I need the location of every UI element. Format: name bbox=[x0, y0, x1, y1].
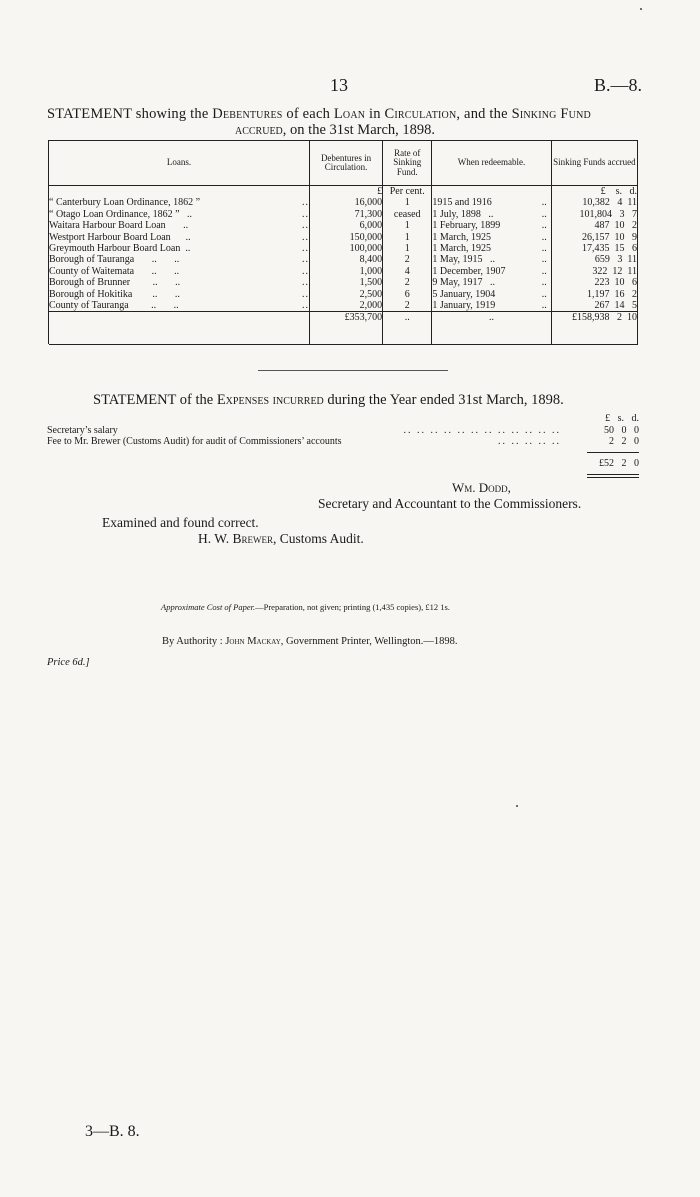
header-when: When redeemable. bbox=[432, 141, 551, 186]
sinking-rate: 4 bbox=[383, 266, 432, 277]
print-speck bbox=[640, 8, 642, 10]
redeemable-leader: .. bbox=[541, 288, 547, 300]
redeemable-date-text: 1 May, 1915 .. bbox=[432, 254, 496, 266]
table-bottom-rule-cell bbox=[49, 344, 638, 345]
loan-leader: .. bbox=[302, 288, 310, 300]
total-double-rule-2 bbox=[587, 477, 639, 478]
loan-leader: .. bbox=[302, 277, 310, 289]
redeemable-date bbox=[432, 232, 551, 243]
debentures-table bbox=[48, 140, 638, 345]
price-note: Price 6d.] bbox=[47, 657, 90, 668]
page-number: 13 bbox=[330, 75, 348, 95]
sinking-fund-amount: 101,804 3 7 bbox=[551, 209, 637, 220]
sinking-rate: 2 bbox=[383, 300, 432, 312]
footer-reference: 3—B. 8. bbox=[85, 1123, 140, 1140]
redeemable-date bbox=[432, 254, 551, 265]
header-rate: Rate of Sinking Fund. bbox=[383, 141, 432, 186]
redeemable-date bbox=[432, 300, 551, 312]
unit-sinking: £ s. d. bbox=[551, 186, 637, 198]
debentures-amount: 150,000 bbox=[310, 232, 383, 243]
examined-statement: Examined and found correct. bbox=[102, 515, 259, 530]
totals-blank bbox=[49, 312, 310, 345]
redeemable-date bbox=[432, 197, 551, 208]
loan-leader: .. bbox=[302, 243, 310, 255]
redeemable-leader: .. bbox=[541, 231, 547, 243]
loan-name: Borough of Hokitika .. .. bbox=[49, 289, 272, 300]
total-when: .. bbox=[432, 312, 551, 345]
table-row bbox=[49, 209, 638, 220]
loan-name: County of Waitemata .. .. bbox=[49, 266, 272, 277]
loan-leader: .. bbox=[302, 254, 310, 266]
redeemable-leader: .. bbox=[541, 220, 547, 232]
redeemable-date-text: 1 March, 1925 bbox=[432, 231, 491, 243]
redeemable-date bbox=[432, 277, 551, 288]
totals-row bbox=[49, 312, 638, 345]
sinking-rate: 6 bbox=[383, 289, 432, 300]
loan-leader: .. bbox=[302, 231, 310, 243]
loan-name: “ Canterbury Loan Ordinance, 1862 ” bbox=[49, 197, 272, 208]
unit-debentures: £ bbox=[310, 186, 383, 198]
loan-name: Borough of Brunner .. .. bbox=[49, 277, 272, 288]
debentures-amount: 16,000 bbox=[310, 197, 383, 208]
redeemable-date bbox=[432, 243, 551, 254]
redeemable-date bbox=[432, 289, 551, 300]
table-row bbox=[49, 197, 638, 208]
table-row bbox=[49, 289, 638, 300]
cost-of-paper-note: Approximate Cost of Paper.—Preparation, not given; printing (1,435 copies), £12 1s. bbox=[161, 602, 450, 612]
sinking-fund-amount: 322 12 11 bbox=[551, 266, 637, 277]
total-rule bbox=[587, 452, 639, 453]
loan-name: County of Tauranga .. .. bbox=[49, 300, 272, 312]
redeemable-date-text: 1 January, 1919 bbox=[432, 300, 496, 312]
redeemable-date-text: 5 January, 1904 bbox=[432, 288, 496, 300]
statement-title-line2: accrued, on the 31st March, 1898. bbox=[235, 122, 436, 138]
redeemable-date bbox=[432, 220, 551, 231]
header-debentures: Debentures in Circulation. bbox=[310, 141, 383, 186]
debentures-amount: 71,300 bbox=[310, 209, 383, 220]
total-debentures: £353,700 bbox=[310, 312, 383, 345]
table-row bbox=[49, 243, 638, 254]
sinking-fund-amount: 659 3 11 bbox=[551, 254, 637, 265]
sinking-rate: ceased bbox=[383, 209, 432, 220]
table-row bbox=[49, 300, 638, 312]
sinking-rate: 2 bbox=[383, 277, 432, 288]
redeemable-leader: .. bbox=[541, 254, 547, 266]
table-row bbox=[49, 277, 638, 288]
total-rate: .. bbox=[383, 312, 432, 345]
sinking-fund-amount: 10,382 4 11 bbox=[551, 197, 637, 208]
sinking-rate: 1 bbox=[383, 220, 432, 231]
debentures-amount: 2,500 bbox=[310, 289, 383, 300]
redeemable-leader: .. bbox=[541, 208, 547, 220]
loan-leader: .. bbox=[302, 220, 310, 232]
loan-name: “ Otago Loan Ordinance, 1862 ” .. bbox=[49, 209, 272, 220]
loan-leader: .. bbox=[302, 197, 310, 209]
statement-title-line1: STATEMENT showing the Debentures of each Loan in Circulation, and the Sinking Fund bbox=[47, 106, 591, 122]
sinking-fund-amount: 17,435 15 6 bbox=[551, 243, 637, 254]
table-row bbox=[49, 254, 638, 265]
loan-name: Greymouth Harbour Board Loan .. bbox=[49, 243, 272, 254]
sinking-rate: 1 bbox=[383, 232, 432, 243]
sinking-rate: 1 bbox=[383, 197, 432, 208]
redeemable-leader: .. bbox=[541, 277, 547, 289]
debentures-amount: 100,000 bbox=[310, 243, 383, 254]
redeemable-date-text: 1915 and 1916 bbox=[432, 197, 492, 209]
sinking-rate: 1 bbox=[383, 243, 432, 254]
expenses-title: STATEMENT of the Expenses incurred during the Year ended 31st March, 1898. bbox=[93, 392, 564, 408]
sinking-fund-amount: 267 14 5 bbox=[551, 300, 637, 312]
table-bottom-rule bbox=[49, 344, 638, 345]
loan-name: Westport Harbour Board Loan .. bbox=[49, 232, 272, 243]
sinking-fund-amount: 487 10 2 bbox=[551, 220, 637, 231]
table-row bbox=[49, 266, 638, 277]
redeemable-date-text: 1 July, 1898 .. bbox=[432, 208, 494, 220]
redeemable-date bbox=[432, 209, 551, 220]
header-sinking: Sinking Funds accrued bbox=[551, 141, 637, 186]
section-divider bbox=[258, 370, 448, 371]
sinking-fund-amount: 223 10 6 bbox=[551, 277, 637, 288]
debentures-amount: 1,000 bbox=[310, 266, 383, 277]
print-speck bbox=[516, 805, 518, 807]
table-row bbox=[49, 232, 638, 243]
sinking-fund-amount: 26,157 10 9 bbox=[551, 232, 637, 243]
redeemable-leader: .. bbox=[541, 243, 547, 255]
redeemable-date-text: 1 March, 1925 bbox=[432, 243, 491, 255]
loan-leader: .. bbox=[302, 300, 310, 312]
debentures-amount: 8,400 bbox=[310, 254, 383, 265]
redeemable-leader: .. bbox=[541, 300, 547, 312]
sinking-fund-amount: 1,197 16 2 bbox=[551, 289, 637, 300]
debentures-amount: 1,500 bbox=[310, 277, 383, 288]
debentures-amount: 2,000 bbox=[310, 300, 383, 312]
signatory-name: Wm. Dodd, bbox=[452, 480, 511, 495]
redeemable-date-text: 1 February, 1899 bbox=[432, 220, 501, 232]
loan-name: Borough of Tauranga .. .. bbox=[49, 254, 272, 265]
redeemable-leader: .. bbox=[541, 265, 547, 277]
sinking-rate: 2 bbox=[383, 254, 432, 265]
loan-leader: .. bbox=[302, 265, 310, 277]
loan-name: Waitara Harbour Board Loan .. bbox=[49, 220, 272, 231]
table-row bbox=[49, 220, 638, 231]
redeemable-leader: .. bbox=[541, 197, 547, 209]
signatory-title: Secretary and Accountant to the Commissioners. bbox=[318, 496, 582, 511]
document-reference: B.—8. bbox=[593, 75, 642, 95]
total-double-rule-1 bbox=[587, 474, 639, 475]
redeemable-date bbox=[432, 266, 551, 277]
table-body bbox=[49, 186, 638, 345]
loan-leader: .. bbox=[302, 208, 310, 220]
debentures-amount: 6,000 bbox=[310, 220, 383, 231]
total-sinking-fund: £158,938 2 10 bbox=[551, 312, 637, 345]
printer-authority: By Authority : John Mackay, Government Printer, Wellington.—1898. bbox=[162, 636, 458, 647]
auditor-signature: H. W. Brewer, Customs Audit. bbox=[198, 531, 364, 546]
unit-rate: Per cent. bbox=[383, 186, 432, 198]
redeemable-date-text: 1 December, 1907 bbox=[432, 265, 506, 277]
header-loans: Loans. bbox=[49, 141, 310, 186]
redeemable-date-text: 9 May, 1917 .. bbox=[432, 277, 496, 289]
